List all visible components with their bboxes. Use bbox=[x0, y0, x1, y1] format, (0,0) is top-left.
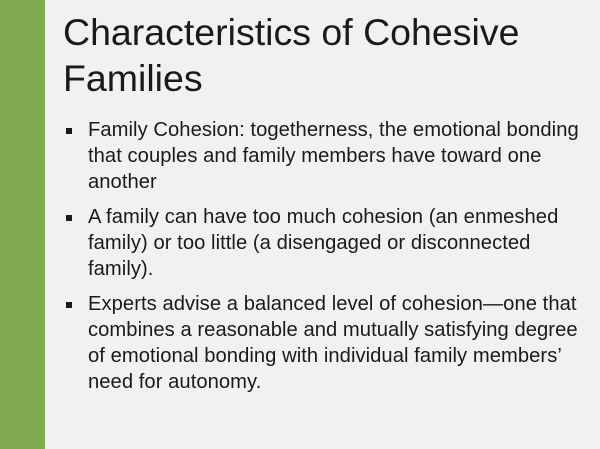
bullet-square-icon bbox=[66, 128, 72, 134]
accent-bar bbox=[0, 0, 45, 449]
slide-title: Characteristics of Cohesive Families bbox=[63, 11, 520, 99]
bullet-square-icon bbox=[66, 302, 72, 308]
bullet-list bbox=[63, 117, 593, 404]
bullet-item bbox=[63, 117, 593, 195]
bullet-square-icon bbox=[66, 215, 72, 221]
bullet-text: A family can have too much cohesion (an enmeshed family) or too little (a disengaged or disconnected family). bbox=[88, 206, 559, 280]
bullet-item bbox=[63, 204, 593, 282]
bullet-text: Experts advise a balanced level of cohesion—one that combines a reasonable and mutually satisfying degree of emotional bonding with individual family members’ need for autonomy. bbox=[88, 293, 578, 393]
bullet-item bbox=[63, 291, 593, 395]
bullet-text: Family Cohesion: togetherness, the emotional bonding that couples and family members have toward one another bbox=[88, 119, 579, 193]
